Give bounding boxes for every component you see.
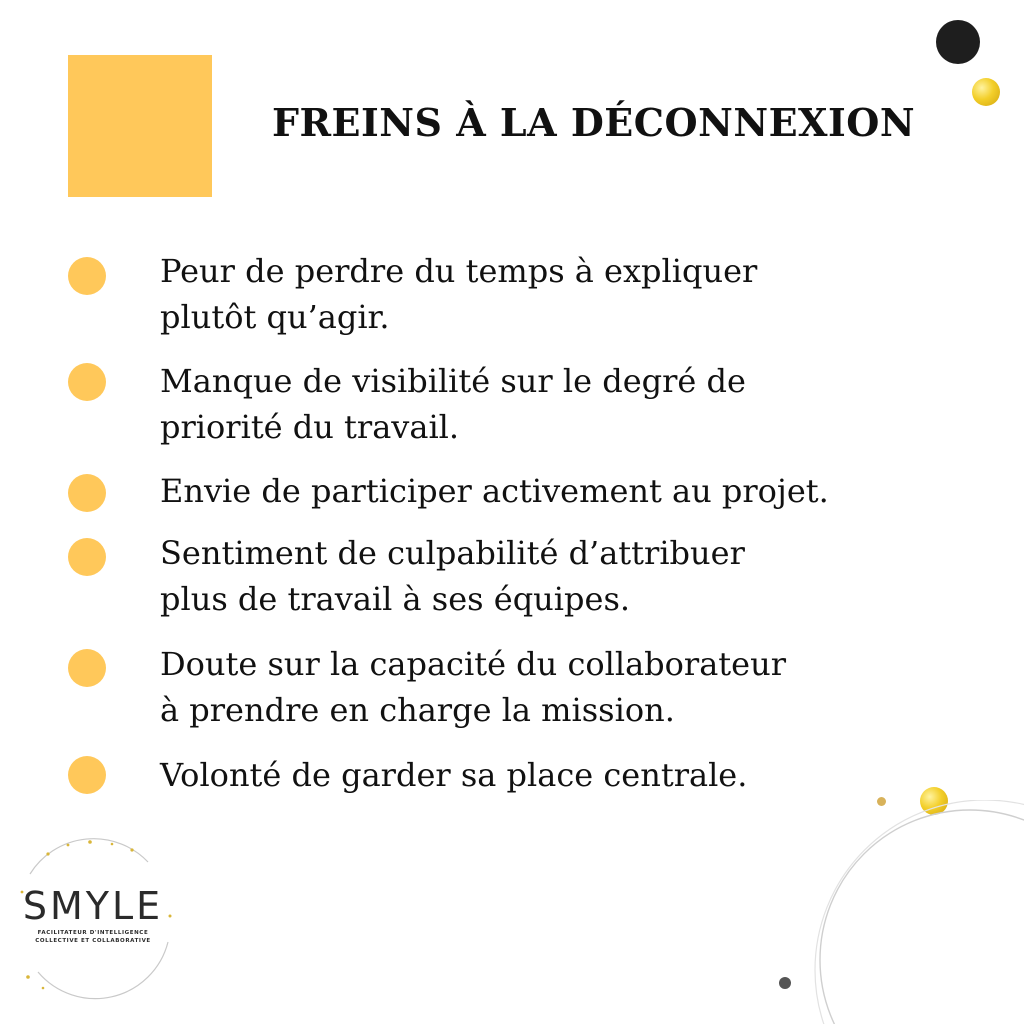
smyle-logo	[8, 832, 178, 1002]
bullet-text	[160, 752, 747, 798]
bullet-dot	[68, 474, 106, 512]
bullet-text	[160, 248, 757, 340]
accent-square	[68, 55, 212, 197]
bullet-line: plutôt qu’agir.	[160, 298, 390, 336]
bullet-line: Manque de visibilité sur le degré de	[160, 362, 746, 400]
bullet-line: Envie de participer activement au projet.	[160, 472, 829, 510]
logo-tagline: COLLECTIVE ET COLLABORATIVE	[35, 938, 151, 944]
logo-tagline: FACILITATEUR D'INTELLIGENCE	[37, 930, 149, 936]
bullet-line: Doute sur la capacité du collaborateur	[160, 645, 786, 683]
bullet-line: à prendre en charge la mission.	[160, 691, 675, 729]
bullet-line: Peur de perdre du temps à expliquer	[160, 252, 758, 290]
decorative-rings	[780, 800, 1024, 1024]
bullet-line: priorité du travail.	[160, 408, 460, 446]
bullet-text	[160, 468, 829, 514]
slide-title: FREINS À LA DÉCONNEXION	[272, 100, 916, 145]
bullet-line: Volonté de garder sa place centrale.	[160, 756, 748, 794]
bullet-line: Sentiment de culpabilité d’attribuer	[160, 534, 745, 572]
bullet-dot	[68, 756, 106, 794]
bullet-text	[160, 358, 746, 450]
bullet-dot	[68, 538, 106, 576]
bullet-dot	[68, 363, 106, 401]
bullet-text	[160, 530, 745, 622]
bullet-text	[160, 641, 786, 733]
decorative-gold-dot	[972, 78, 1000, 106]
logo-wordmark: SMYLE	[22, 884, 164, 928]
bullet-line: plus de travail à ses équipes.	[160, 580, 631, 618]
decorative-black-dot	[936, 20, 980, 64]
bullet-dot	[68, 649, 106, 687]
bullet-dot	[68, 257, 106, 295]
